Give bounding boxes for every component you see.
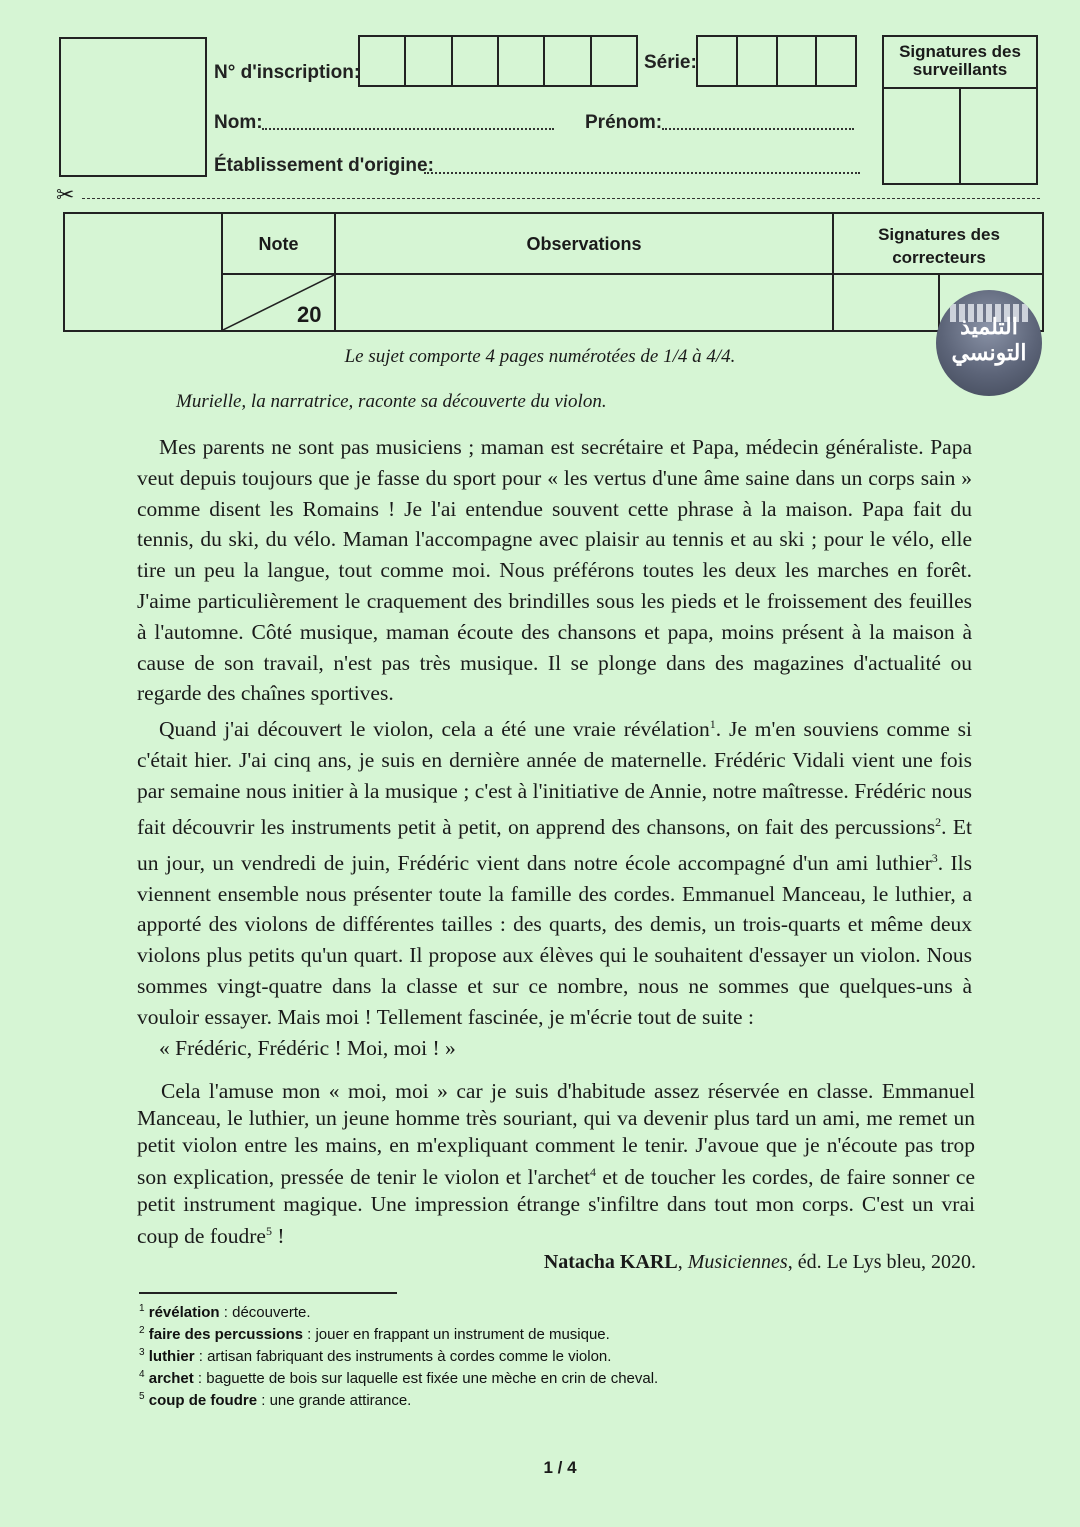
text-part1 xyxy=(137,432,972,1063)
paragraph-1: Mes parents ne sont pas musiciens ; maman est secrétaire et Papa, médecin généraliste. Papa veut depuis toujours que je fasse du sport pour « les vertus d'une âme saine dans un corps sain » comme disent les Romains ! Je l'ai entendue souvent cette phrase à la maison. Papa fait du tennis, du ski, du vélo. Maman l'accompagne avec plaisir au tennis et au ski ; pour le vélo, elle tire un peu la langue, tout comme moi. Nous préférons toutes les deux les marches en forêt. J'aime particulièrement le craquement des brindilles sous les pieds et le froissement des feuilles à l'automne. Côté musique, maman écoute des chansons et papa, moins présent à la maison à cause de son travail, n'est pas très musique. Il se plonge dans des magazines d'actualité ou regarde des chaînes sportives. xyxy=(137,435,972,706)
surveillants-signature-box xyxy=(882,35,1038,185)
paragraph-2: Quand j'ai découvert le violon, cela a été une vraie révélation$^1$. Je m'en souviens comme si c'était hier. J'ai cinq ans, je suis en dernière année de maternelle. Frédéric Vidali vient une fois par semaine nous initier à la musique ; c'est à l'initiative de Annie, notre maîtresse. Frédéric nous fait découvrir les instruments petit à petit, on apprend des chansons, on fait des percussions$^2$. Et un jour, un vendredi de juin, Frédéric vient dans notre école accompagné d'un ami luthier$^3$. Ils viennent ensemble nous présenter toute la famille des cordes. Emmanuel Manceau, le luthier, a apporté des violons de différentes tailles : des quarts, des demis, un trois-quarts et même deux violons plus petits qu'un quart. Il propose aux élèves qui le souhaitent d'essayer un violon. Nous sommes vingt-quatre dans la classe et sur ce nombre, nous ne sommes que quelques-uns à vouloir essayer. Mais moi ! Tellement fascinée, je m'écrie tout de suite : xyxy=(137,717,973,1029)
note-label: Note xyxy=(258,234,299,254)
footnote-item: $^1$ révélation : découverte. xyxy=(139,1303,311,1321)
page-number: 1 / 4 xyxy=(543,1458,577,1477)
grading-table xyxy=(63,212,1044,332)
prenom-field[interactable] xyxy=(662,114,854,130)
note-max-score: 20 xyxy=(297,302,322,327)
watermark-logo xyxy=(936,290,1042,396)
serie-field[interactable] xyxy=(696,35,857,87)
serie-label: Série: xyxy=(644,52,697,73)
watermark-text-line2: التونسي xyxy=(951,340,1027,365)
footnote-item: $^5$ coup de foudre : une grande attirance. xyxy=(139,1391,412,1409)
subject-info: Le sujet comporte 4 pages numérotées de 1/4 à 4/4. xyxy=(344,346,736,367)
etablissement-field[interactable] xyxy=(424,158,860,174)
footnotes xyxy=(139,1303,658,1413)
surveillant-signature-cell[interactable] xyxy=(961,89,1036,183)
correcteurs-label: Signatures des correcteurs xyxy=(878,225,1000,267)
footnote-rule xyxy=(139,1292,397,1294)
scissors-icon: ✂ xyxy=(56,182,75,207)
inscription-number-field[interactable] xyxy=(358,35,638,87)
observations-input-cell[interactable] xyxy=(336,275,832,330)
correcteur-signature-cell[interactable] xyxy=(834,275,938,330)
inscription-label: N° d'inscription: xyxy=(214,62,361,83)
surveillant-signature-cell[interactable] xyxy=(884,89,961,183)
observations-label: Observations xyxy=(526,234,642,254)
intro-line: Murielle, la narratrice, raconte sa découverte du violon. xyxy=(176,391,607,412)
source-citation: Natacha KARL, Musiciennes, éd. Le Lys bleu, 2020. xyxy=(543,1251,976,1273)
nom-label: Nom: xyxy=(214,112,263,133)
note-input-cell[interactable] xyxy=(223,275,334,330)
footnote-item: $^4$ archet : baguette de bois sur laquelle est fixée une mèche en crin de cheval. xyxy=(139,1369,659,1387)
prenom-label: Prénom: xyxy=(585,112,663,133)
source-title: Musiciennes xyxy=(687,1251,788,1273)
nom-field[interactable] xyxy=(262,114,554,130)
text-part2 xyxy=(137,1078,975,1250)
paragraph-4: Cela l'amuse mon « moi, moi » car je suis d'habitude assez réservée en classe. Emmanuel Manceau, le luthier, un jeune homme très souriant, qui va devenir plus tard un ami, me remet un petit violon entre les mains, en m'expliquant comment le tenir. J'avoue que je n'écoute pas trop son explication, pressée de tenir le violon et l'archet$^4$ et de toucher les cordes, de faire sonner ce petit instrument magique. Une impression étrange s'infiltre dans tout mon corps. C'est un vrai coup de foudre$^5$ ! xyxy=(137,1079,975,1249)
watermark-text-line1: التلميذ xyxy=(960,314,1018,339)
footnote-item: $^2$ faire des percussions : jouer en frappant un instrument de musique. xyxy=(139,1325,610,1343)
source-author: Natacha KARL xyxy=(543,1251,678,1273)
surveillants-label: Signatures des surveillants xyxy=(884,37,1036,89)
cut-line xyxy=(82,198,1040,199)
paragraph-3: « Frédéric, Frédéric ! Moi, moi ! » xyxy=(159,1035,456,1060)
etablissement-label: Établissement d'origine: xyxy=(214,155,434,176)
photo-box xyxy=(59,37,207,177)
footnote-item: $^3$ luthier : artisan fabriquant des instruments à cordes comme le violon. xyxy=(139,1347,612,1365)
